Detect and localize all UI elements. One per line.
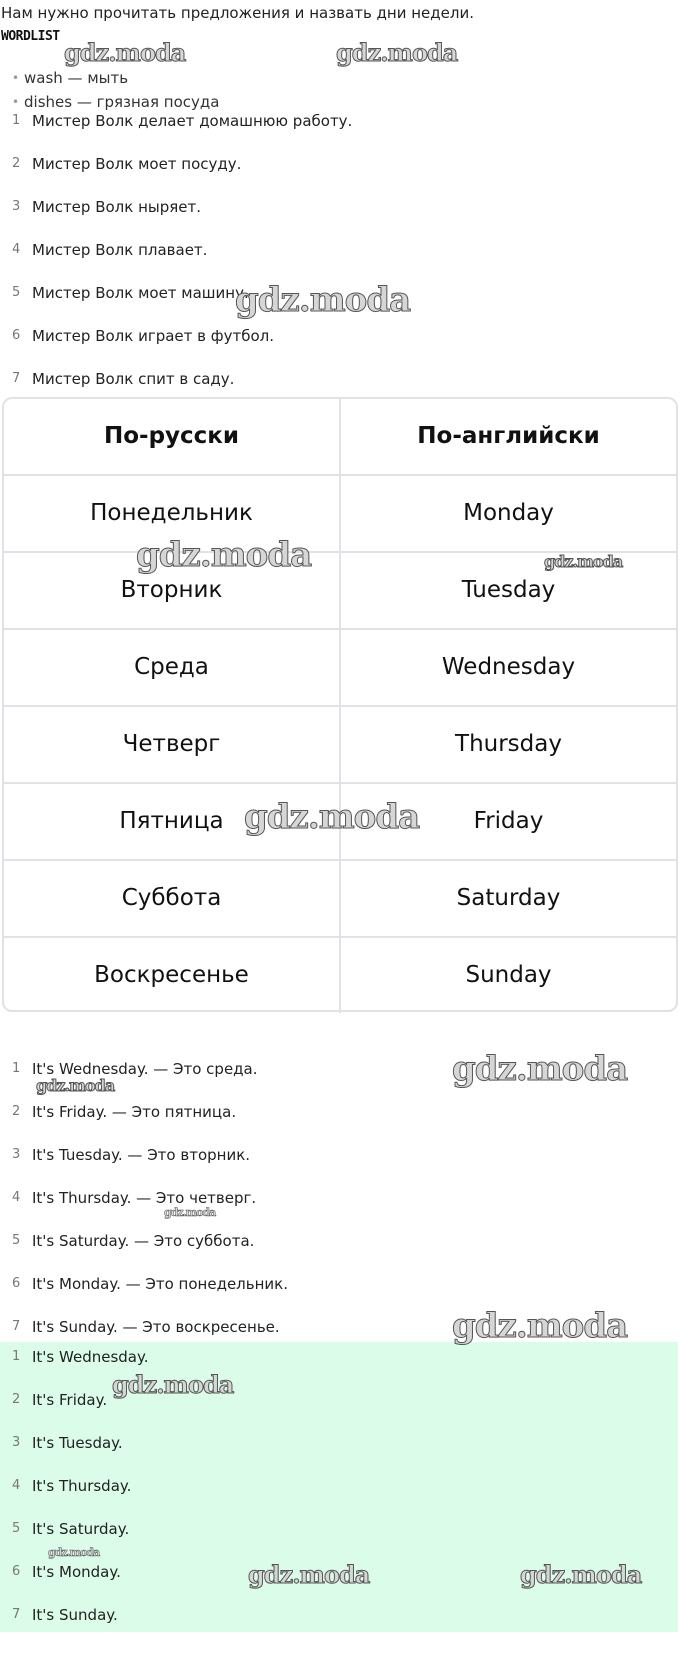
watermark: gdz.moda <box>36 1076 115 1095</box>
item-text: It's Tuesday. <box>32 1434 123 1452</box>
item-number: 4 <box>12 1478 21 1493</box>
table-cell: Пятница <box>4 784 341 859</box>
table-cell: Wednesday <box>441 654 576 680</box>
item-text: Мистер Волк плавает. <box>32 241 208 259</box>
item-text: It's Wednesday. <box>32 1348 149 1366</box>
table-row <box>4 476 676 553</box>
table-cell: Monday <box>463 500 554 526</box>
table-row <box>4 784 676 861</box>
watermark: gdz.moda <box>244 797 420 837</box>
watermark: gdz.moda <box>544 552 623 571</box>
item-number: 5 <box>12 285 21 300</box>
item-text: It's Friday. <box>32 1391 108 1409</box>
bullet-icon: • <box>12 71 20 85</box>
watermark: gdz.moda <box>136 535 312 575</box>
item-text: It's Friday. — Это пятница. <box>32 1103 237 1121</box>
table-cell: Thursday <box>455 731 562 757</box>
table-cell: Четверг <box>4 707 341 782</box>
item-text: It's Wednesday. — Это среда. <box>32 1060 258 1078</box>
item-number: 3 <box>12 199 21 214</box>
item-number: 4 <box>12 242 21 257</box>
item-text: It's Saturday. — Это суббота. <box>32 1232 255 1250</box>
watermark: gdz.moda <box>336 38 458 67</box>
days-table <box>2 397 678 1012</box>
watermark: gdz.moda <box>452 1049 628 1089</box>
item-text: It's Monday. — Это понедельник. <box>32 1275 288 1293</box>
item-text: It's Tuesday. — Это вторник. <box>32 1146 251 1164</box>
watermark: gdz.moda <box>520 1560 642 1589</box>
table-cell: Понедельник <box>4 476 341 551</box>
item-text: Мистер Волк спит в саду. <box>32 370 235 388</box>
item-number: 2 <box>12 1104 21 1119</box>
watermark: gdz.moda <box>112 1370 234 1399</box>
item-text: Мистер Волк моет посуду. <box>32 155 242 173</box>
item-number: 6 <box>12 1564 21 1579</box>
item-number: 3 <box>12 1435 21 1450</box>
watermark: gdz.moda <box>64 38 186 67</box>
item-number: 2 <box>12 1392 21 1407</box>
watermark: gdz.moda <box>452 1306 628 1346</box>
bullet-icon: • <box>12 95 20 109</box>
table-header-cell: По-английски <box>417 423 600 449</box>
table-cell: Среда <box>4 630 341 705</box>
table-header-row <box>4 399 676 476</box>
item-text: It's Thursday. <box>32 1477 132 1495</box>
table-cell: Вторник <box>4 553 341 628</box>
intro-text: Нам нужно прочитать предложения и назвать дни недели. <box>1 4 474 22</box>
wordlist-item-text: wash — мыть <box>24 69 129 87</box>
item-number: 3 <box>12 1147 21 1162</box>
table-cell: Tuesday <box>461 577 556 603</box>
item-number: 4 <box>12 1190 21 1205</box>
item-text: It's Saturday. <box>32 1520 130 1538</box>
item-text: It's Sunday. <box>32 1606 118 1624</box>
table-header-cell: По-русски <box>4 399 341 474</box>
table-cell: Friday <box>473 808 544 834</box>
item-number: 2 <box>12 156 21 171</box>
item-text: Мистер Волк ныряет. <box>32 198 202 216</box>
table-row <box>4 861 676 938</box>
item-number: 1 <box>12 1061 21 1076</box>
item-text: Мистер Волк делает домашнюю работу. <box>32 112 353 130</box>
item-number: 6 <box>12 1276 21 1291</box>
table-cell: Sunday <box>465 962 552 988</box>
wordlist-item-text: dishes — грязная посуда <box>24 93 220 111</box>
watermark: gdz.moda <box>248 1560 370 1589</box>
table-cell: Воскресенье <box>4 938 341 1013</box>
table-row <box>4 630 676 707</box>
item-number: 1 <box>12 1349 21 1364</box>
item-number: 1 <box>12 113 21 128</box>
item-number: 7 <box>12 371 21 386</box>
item-number: 7 <box>12 1319 21 1334</box>
wordlist-title: WORDLIST <box>1 29 60 44</box>
item-text: Мистер Волк моет машину. <box>32 284 249 302</box>
item-number: 5 <box>12 1521 21 1536</box>
watermark: gdz.moda <box>164 1206 216 1219</box>
table-cell: Saturday <box>456 885 561 911</box>
table-cell: Суббота <box>4 861 341 936</box>
wordlist-item <box>10 66 310 90</box>
item-text: It's Monday. <box>32 1563 121 1581</box>
table-row <box>4 553 676 630</box>
item-text: Мистер Волк играет в футбол. <box>32 327 274 345</box>
table-row <box>4 938 676 1015</box>
watermark: gdz.moda <box>235 280 411 320</box>
watermark: gdz.moda <box>48 1546 100 1559</box>
item-number: 6 <box>12 328 21 343</box>
wordlist <box>10 66 310 111</box>
table-row <box>4 707 676 784</box>
item-text: It's Thursday. — Это четверг. <box>32 1189 257 1207</box>
item-number: 5 <box>12 1233 21 1248</box>
item-text: It's Sunday. — Это воскресенье. <box>32 1318 280 1336</box>
item-number: 7 <box>12 1607 21 1622</box>
